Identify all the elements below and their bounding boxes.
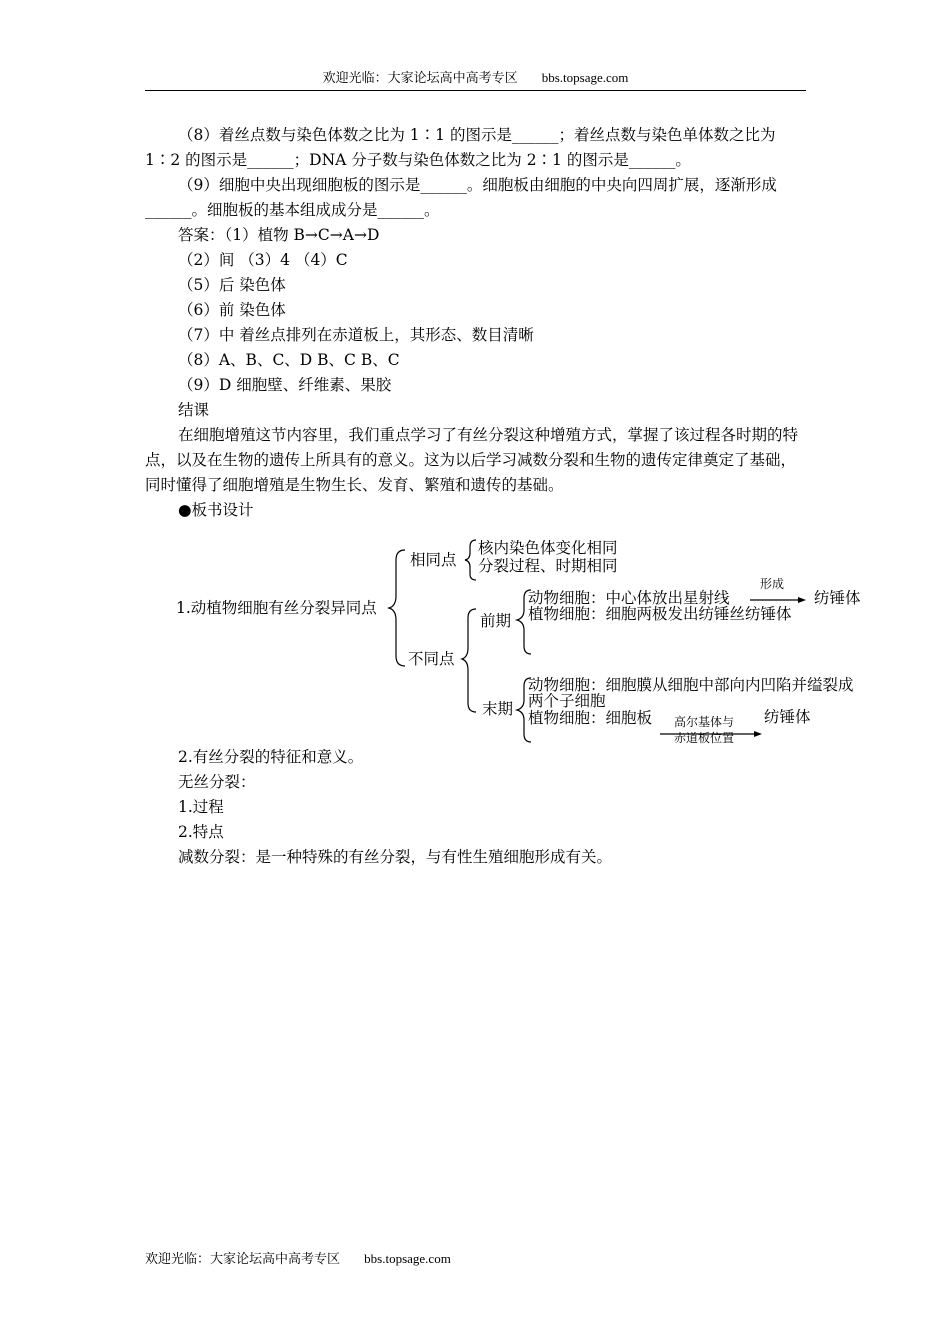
telophase-animal-cont: 两个子细胞: [528, 692, 606, 710]
telophase-label: 末期: [482, 700, 514, 718]
answer-item: （6）前 染色体: [178, 301, 286, 319]
spindle-label: 纺锤体: [814, 589, 861, 607]
same-brace: [465, 540, 476, 580]
page-footer: [145, 1248, 451, 1267]
conclusion-title: 结课: [178, 401, 210, 419]
golgi-arrow-label: 赤道板位置: [674, 731, 735, 745]
tail-line: 减数分裂：是一种特殊的有丝分裂，与有性生殖细胞形成有关。: [178, 848, 613, 866]
diff-brace: [462, 609, 476, 712]
golgi-arrow-label: 高尔基体与: [674, 715, 735, 729]
answer-label: 答案：（1）植物 B→C→A→D: [178, 226, 380, 244]
main-brace: [389, 550, 405, 666]
form-arrow-label: 形成: [760, 577, 785, 591]
conclusion-text: 在细胞增殖这节内容里，我们重点学习了有丝分裂这种增殖方式，掌握了该过程各时期的特点，以及在生物的遗传上所具有的意义。这为以后学习减数分裂和生物的遗传定律奠定了基础，同时懂得了细胞增殖是生物生长、发育、繁殖和遗传的基础。: [145, 426, 799, 494]
answer-item: （5）后 染色体: [178, 276, 286, 294]
answer-item: （7）中 着丝点排列在赤道板上，其形态、数目清晰: [178, 326, 534, 344]
prophase-plant: 植物细胞：细胞两极发出纺锤丝纺锤体: [528, 605, 792, 623]
prophase-animal: 动物细胞：中心体放出星射线: [528, 589, 730, 607]
answer-item: （9）D 细胞壁、纤维素、果胶: [178, 376, 392, 394]
tail-line: 2.有丝分裂的特征和意义。: [178, 748, 364, 766]
tail-text: [145, 745, 810, 870]
golgi-arrowhead: [754, 731, 762, 737]
tail-line: 1.过程: [178, 798, 224, 816]
same-item: 分裂过程、时期相同: [478, 557, 618, 575]
form-arrowhead: [798, 597, 806, 603]
footer-url[interactable]: bbs.topsage.com: [364, 1251, 451, 1266]
tail-line: 2.特点: [178, 823, 224, 841]
tail-line: 无丝分裂：: [178, 773, 256, 791]
telophase-animal: 动物细胞：细胞膜从细胞中部向内凹陷并缢裂成: [528, 676, 854, 694]
header-url[interactable]: bbs.topsage.com: [541, 70, 629, 85]
page-header: [145, 67, 806, 91]
answer-item: （2）间 （3）4 （4）C: [178, 251, 348, 269]
question-9: （9）细胞中央出现细胞板的图示是______。细胞板由细胞的中央向四周扩展，逐渐形成______。细胞板的基本组成成分是______。: [145, 176, 777, 219]
footer-site: 欢迎光临：大家论坛高中高考专区: [145, 1252, 341, 1267]
answer-item: （8）A、B、C、D B、C B、C: [178, 351, 400, 369]
same-item: 核内染色体变化相同: [478, 539, 618, 557]
diagram-root: 1.动植物细胞有丝分裂异同点: [176, 599, 377, 617]
board-design-title: ●板书设计: [178, 501, 254, 519]
main-text: [145, 123, 810, 523]
question-8: （8）着丝点数与染色体数之比为 1∶1 的图示是______；着丝点数与染色单体数之比为 1∶2 的图示是______；DNA 分子数与染色体数之比为 2∶1 的图示是______。: [145, 126, 776, 169]
diff-point-label: 不同点: [408, 650, 455, 668]
prophase-label: 前期: [480, 612, 512, 630]
spindle-label: 纺锤体: [764, 708, 811, 726]
header-site: 欢迎光临：大家论坛高中高考专区: [322, 71, 518, 86]
telophase-plant: 植物细胞：细胞板: [528, 709, 653, 727]
same-point-label: 相同点: [410, 551, 457, 569]
